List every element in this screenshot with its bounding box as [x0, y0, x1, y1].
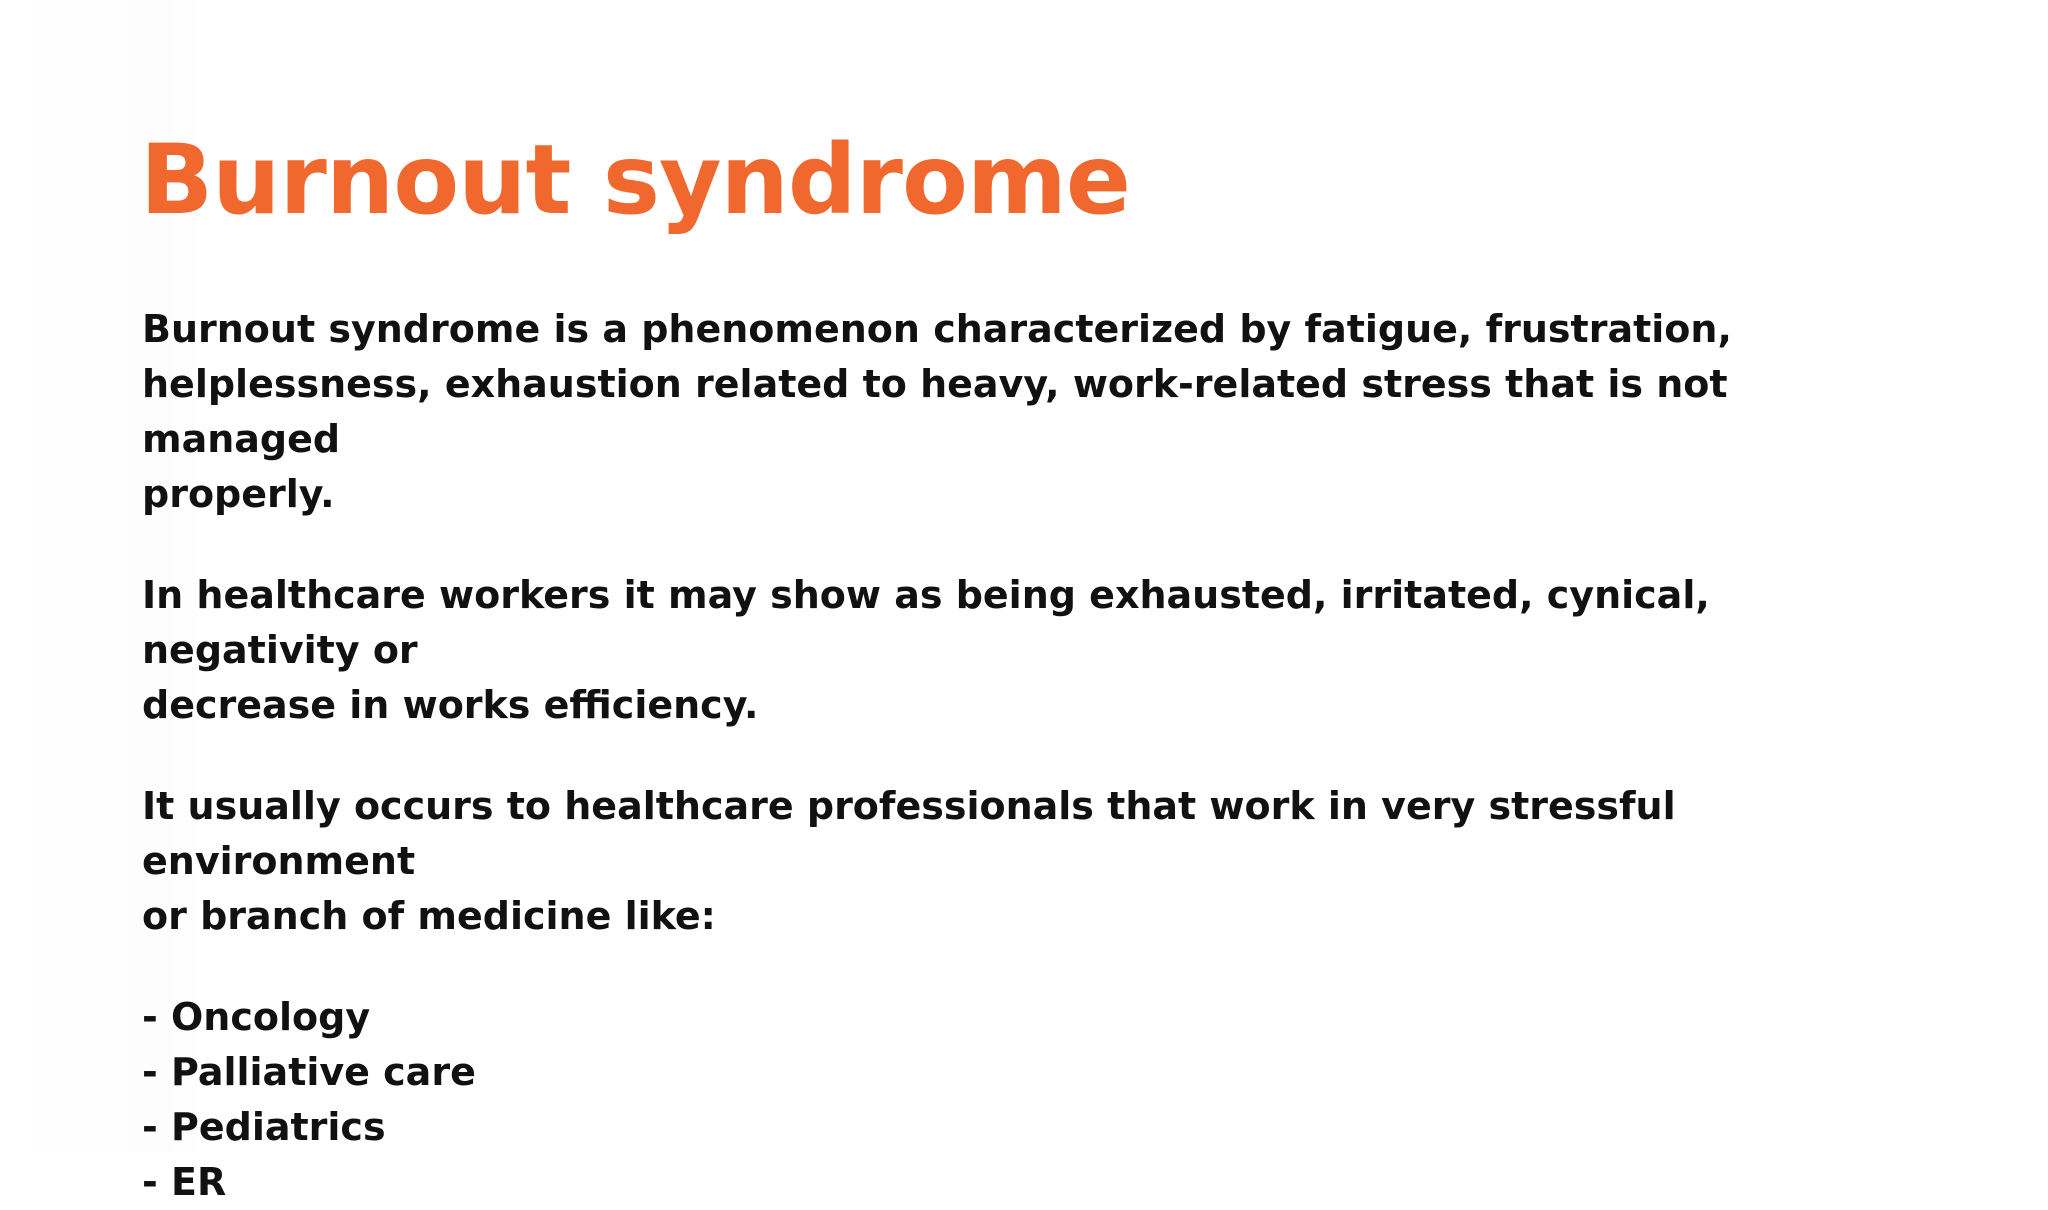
paragraph-line: decrease in works efficiency.	[142, 683, 759, 727]
list-item: - Oncology	[142, 995, 371, 1039]
paragraph-line: It usually occurs to healthcare professionals that work in very stressful environment	[142, 784, 1676, 883]
paragraph-line: helplessness, exhaustion related to heavy, work-related stress that is not managed	[142, 362, 1728, 461]
paragraph-line: Burnout syndrome is a phenomenon characterized by fatigue, frustration,	[142, 307, 1732, 351]
slide-title: Burnout syndrome	[140, 124, 1131, 236]
list-item: - Palliative care	[142, 1050, 476, 1094]
paragraph-symptoms	[142, 568, 1842, 733]
paragraph-line: In healthcare workers it may show as being exhausted, irritated, cynical, negativity or	[142, 573, 1710, 672]
paragraph-occurrence	[142, 779, 1842, 944]
paragraph-definition	[142, 302, 1842, 522]
list-item: - ER	[142, 1160, 227, 1204]
paragraph-line: properly.	[142, 472, 335, 516]
medicine-branch-list	[142, 990, 1842, 1210]
list-item: - Pediatrics	[142, 1105, 386, 1149]
slide-body	[142, 302, 1842, 1210]
paragraph-line: or branch of medicine like:	[142, 894, 716, 938]
